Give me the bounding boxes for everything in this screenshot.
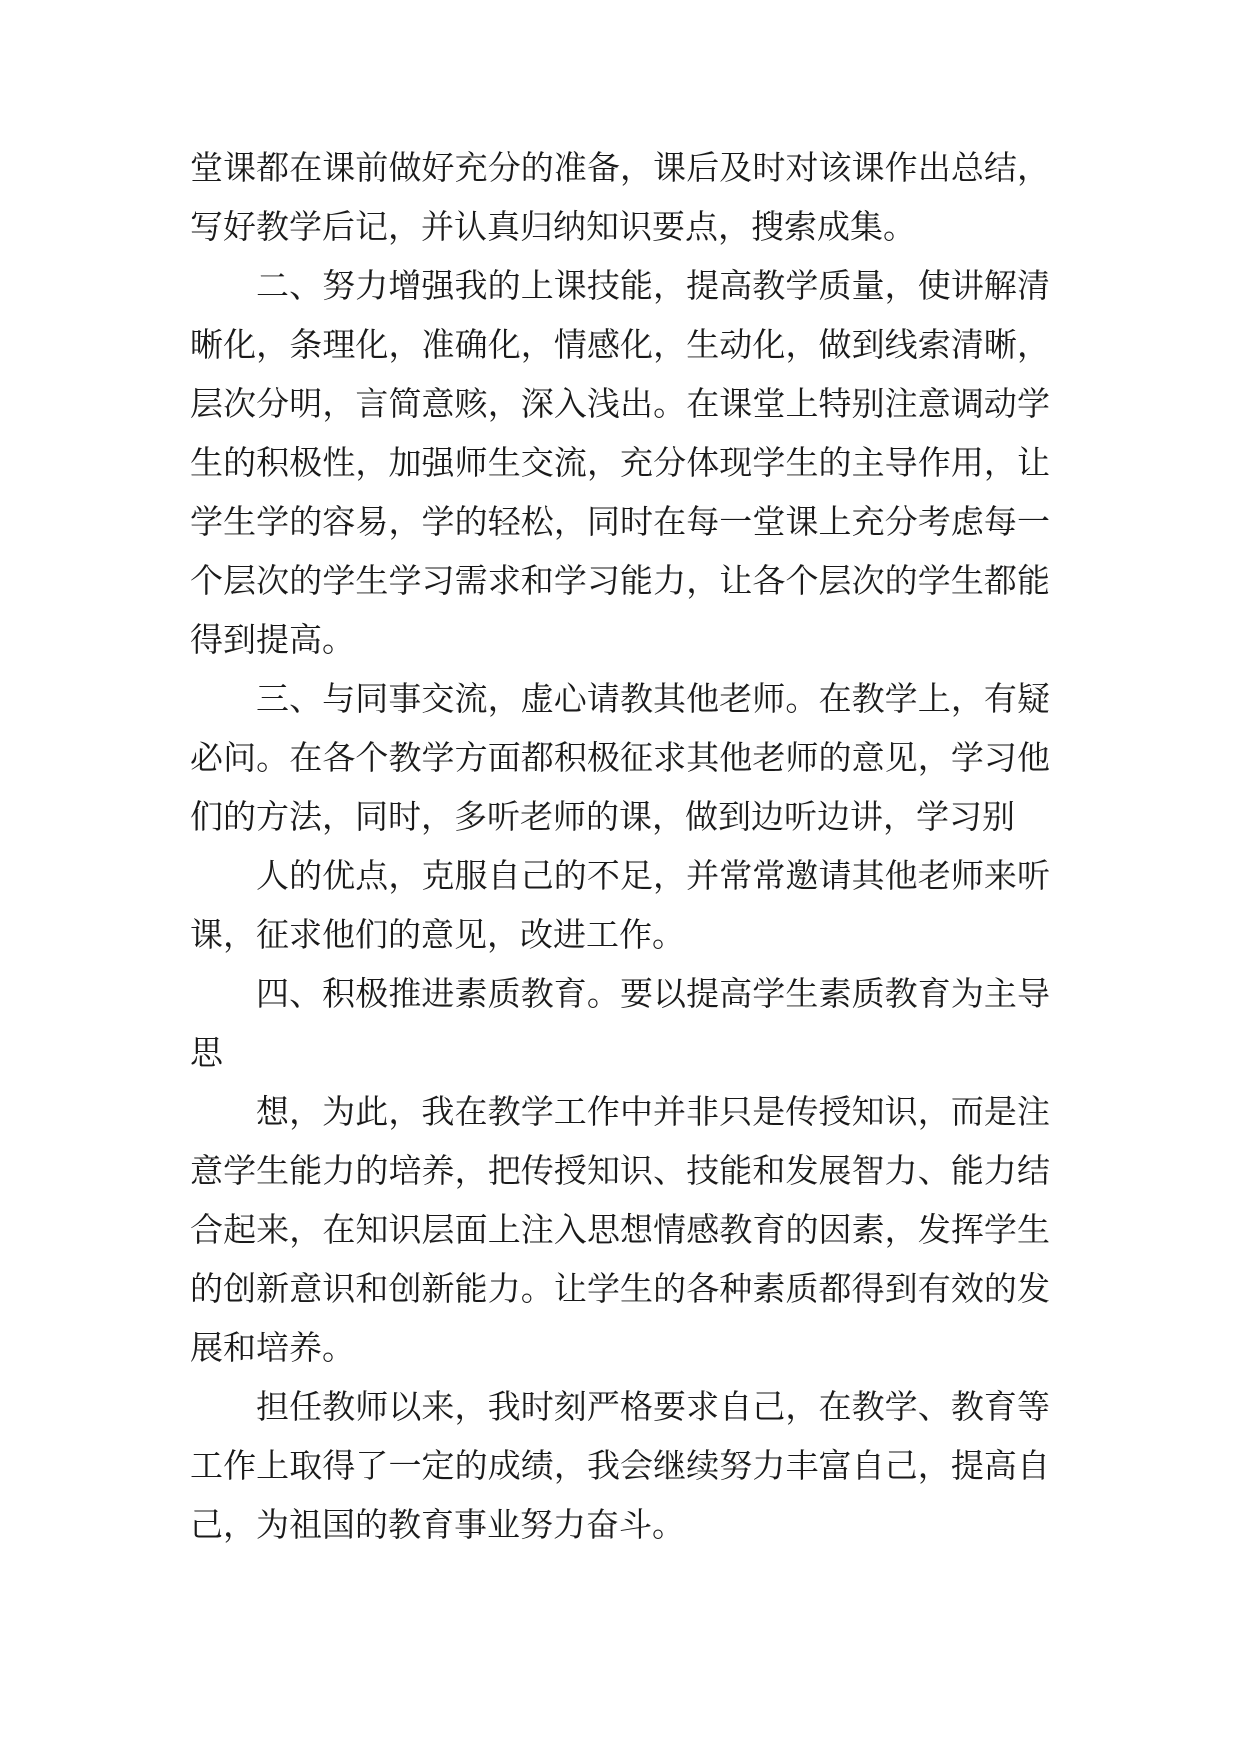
paragraph-start-line: 四、积极推进素质教育。要以提高学生素质教育为主导	[256, 974, 1050, 1013]
text-line: 思	[190, 1033, 223, 1072]
paragraph-start-line: 担任教师以来，我时刻严格要求自己，在教学、教育等	[256, 1387, 1050, 1426]
text-line: 必问。在各个教学方面都积极征求其他老师的意见，学习他	[190, 738, 1050, 777]
text-line: 展和培养。	[190, 1328, 355, 1367]
paragraph-start-line: 人的优点，克服自己的不足，并常常邀请其他老师来听	[256, 856, 1050, 895]
text-line: 工作上取得了一定的成绩，我会继续努力丰富自己，提高自	[190, 1446, 1050, 1485]
text-line: 个层次的学生学习需求和学习能力，让各个层次的学生都能	[190, 561, 1050, 600]
paragraph-start-line: 三、与同事交流，虚心请教其他老师。在教学上，有疑	[256, 679, 1050, 718]
paragraph-start-line: 二、努力增强我的上课技能，提高教学质量，使讲解清	[256, 266, 1050, 305]
text-line: 晰化，条理化，准确化，情感化，生动化，做到线索清晰，	[190, 325, 1050, 364]
text-line: 意学生能力的培养，把传授知识、技能和发展智力、能力结	[190, 1151, 1050, 1190]
text-line: 得到提高。	[190, 620, 355, 659]
text-line: 堂课都在课前做好充分的准备，课后及时对该课作出总结，	[190, 148, 1050, 187]
text-line: 学生学的容易，学的轻松，同时在每一堂课上充分考虑每一	[190, 502, 1050, 541]
text-line: 的创新意识和创新能力。让学生的各种素质都得到有效的发	[190, 1269, 1050, 1308]
paragraph-start-line: 想，为此，我在教学工作中并非只是传授知识，而是注	[256, 1092, 1050, 1131]
text-line: 们的方法，同时，多听老师的课，做到边听边讲，学习别	[190, 797, 1015, 836]
text-line: 层次分明，言简意赅，深入浅出。在课堂上特别注意调动学	[190, 384, 1050, 423]
text-line: 己，为祖国的教育事业努力奋斗。	[190, 1505, 685, 1544]
text-line: 合起来，在知识层面上注入思想情感教育的因素，发挥学生	[190, 1210, 1050, 1249]
text-line: 课，征求他们的意见，改进工作。	[190, 915, 685, 954]
text-line: 写好教学后记，并认真归纳知识要点，搜索成集。	[190, 207, 916, 246]
text-line: 生的积极性，加强师生交流，充分体现学生的主导作用，让	[190, 443, 1050, 482]
